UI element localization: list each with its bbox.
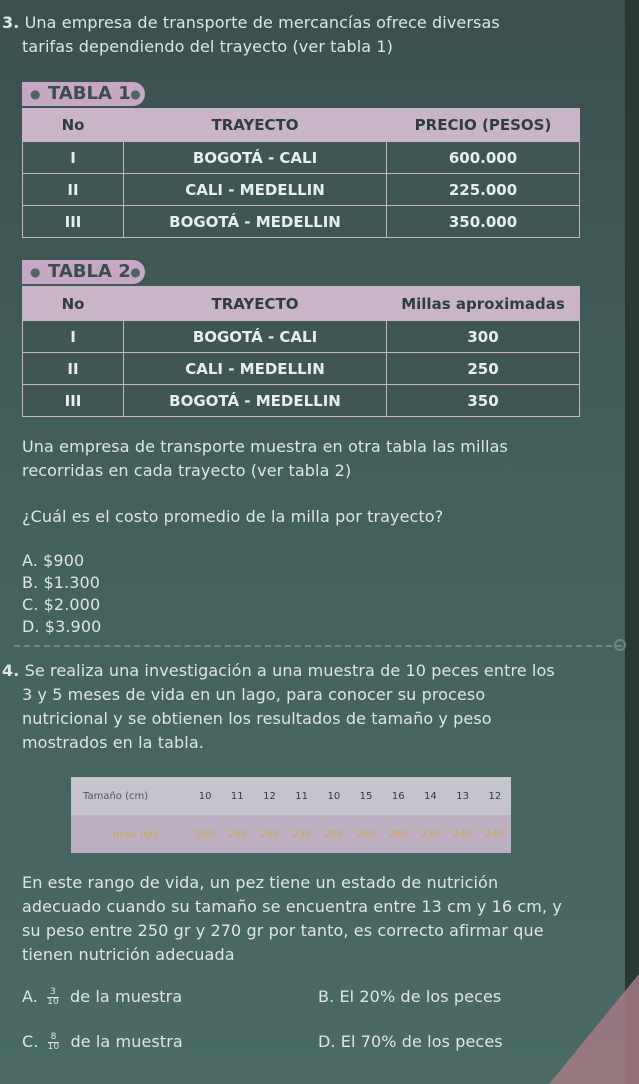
fish-size-cell: 15 (350, 777, 382, 815)
q3-option-b[interactable]: B. $1.300 (22, 573, 101, 592)
fish-weight-cell: 260 (350, 815, 382, 853)
fraction-denominator: 10 (47, 1042, 60, 1052)
q4-body-line2: adecuado cuando su tamaño se encuentra entre 13 cm y 16 cm, y (22, 897, 562, 916)
fish-size-label: Tamaño (cm) (71, 777, 189, 815)
table1-cell: III (23, 206, 124, 238)
q4-text-line3: nutricional y se obtienen los resultados de tamaño y peso (22, 709, 492, 728)
table2-cell: II (23, 353, 124, 385)
table2-cell: III (23, 385, 124, 417)
q3-text2-line1: Una empresa de transporte muestra en otra tabla las millas (22, 437, 508, 456)
table2-cell: 300 (387, 321, 580, 353)
page-edge-shadow (625, 0, 639, 1084)
fish-weight-label: peso (gr) (71, 815, 189, 853)
fish-weight-cell: 230 (286, 815, 318, 853)
fraction-numerator: 8 (48, 1033, 60, 1043)
q3-option-c[interactable]: C. $2.000 (22, 595, 101, 614)
table-row (23, 385, 580, 417)
fish-size-cell: 16 (382, 777, 414, 815)
q3-text2-line2: recorridas en cada trayecto (ver tabla 2) (22, 461, 352, 480)
q4-option-b[interactable]: B. El 20% de los peces (318, 987, 502, 1006)
q4-option-a-text: de la muestra (69, 987, 183, 1006)
q3-number: 3. (2, 13, 20, 32)
table2-cell: I (23, 321, 124, 353)
fraction-3-10 (47, 988, 59, 1007)
q4-body-line1: En este rango de vida, un pez tiene un estado de nutrición (22, 873, 499, 892)
q3-option-d[interactable]: D. $3.900 (22, 617, 102, 636)
fish-size-cell: 11 (221, 777, 253, 815)
q4-option-c-label: C. (22, 1032, 39, 1051)
fish-size-cell: 10 (318, 777, 350, 815)
q3-text: Una empresa de transporte de mercancías ofrece diversas (24, 13, 500, 32)
fish-weight-cell: 240 (479, 815, 511, 853)
fish-weight-cell: 260 (253, 815, 285, 853)
fish-weight-cell: 250 (189, 815, 221, 853)
fish-size-cell: 11 (286, 777, 318, 815)
q3-text-line2: tarifas dependiendo del trayecto (ver tabla 1) (22, 37, 393, 56)
table2-cell: 250 (387, 353, 580, 385)
table2-cell: 350 (387, 385, 580, 417)
table2 (22, 286, 580, 417)
table-row (23, 174, 580, 206)
fish-weight-cell: 280 (382, 815, 414, 853)
table2-tag: ● TABLA 2 ● (22, 260, 145, 284)
fraction-8-10 (48, 1033, 60, 1052)
q4-text-line2: 3 y 5 meses de vida en un lago, para conocer su proceso (22, 685, 486, 704)
table1-cell: BOGOTÁ - MEDELLIN (124, 206, 387, 238)
q4-text-line1 (2, 660, 555, 681)
table1-cell: BOGOTÁ - CALI (124, 142, 387, 174)
table1-cell: 225.000 (387, 174, 580, 206)
fraction-numerator: 3 (47, 988, 59, 998)
table2-header-millas: Millas aproximadas (387, 287, 580, 321)
table-row (23, 142, 580, 174)
table-row (23, 321, 580, 353)
table1-cell: I (23, 142, 124, 174)
table-row (71, 777, 511, 815)
table1-header-trayecto: TRAYECTO (124, 109, 387, 142)
fish-size-cell: 12 (253, 777, 285, 815)
table1-tag: ● TABLA 1 ● (22, 82, 145, 106)
q3-text-line1 (2, 12, 500, 33)
fish-size-cell: 13 (447, 777, 479, 815)
q4-option-d[interactable]: D. El 70% de los peces (318, 1032, 503, 1051)
q4-body-line4: tienen nutrición adecuada (22, 945, 235, 964)
q4-text-line4: mostrados en la tabla. (22, 733, 204, 752)
q4-text: Se realiza una investigación a una muestra de 10 peces entre los (24, 661, 555, 680)
fish-size-cell: 12 (479, 777, 511, 815)
q4-body-line3: su peso entre 250 gr y 270 gr por tanto, es correcto afirmar que (22, 921, 544, 940)
fish-weight-cell: 220 (318, 815, 350, 853)
table2-header-no: No (23, 287, 124, 321)
table1-header-no: No (23, 109, 124, 142)
table1-cell: 350.000 (387, 206, 580, 238)
q4-option-c[interactable] (22, 1031, 183, 1052)
q3-question: ¿Cuál es el costo promedio de la milla por trayecto? (22, 507, 444, 526)
fish-size-cell: 10 (189, 777, 221, 815)
fish-size-cell: 14 (414, 777, 446, 815)
table-row (23, 353, 580, 385)
table1-cell: II (23, 174, 124, 206)
table1-cell: 600.000 (387, 142, 580, 174)
fraction-denominator: 10 (47, 997, 59, 1007)
table2-cell: CALI - MEDELLIN (124, 353, 387, 385)
table1-header-precio: PRECIO (PESOS) (387, 109, 580, 142)
fish-weight-cell: 240 (447, 815, 479, 853)
table-row (71, 815, 511, 853)
divider-end-circle (614, 639, 626, 651)
table-row (23, 206, 580, 238)
q4-option-a-label: A. (22, 987, 38, 1006)
table1 (22, 108, 580, 238)
table2-cell: BOGOTÁ - MEDELLIN (124, 385, 387, 417)
q3-option-a[interactable]: A. $900 (22, 551, 85, 570)
q4-option-a[interactable] (22, 986, 182, 1007)
table2-header-trayecto: TRAYECTO (124, 287, 387, 321)
q4-option-c-text: de la muestra (70, 1032, 183, 1051)
fish-weight-cell: 230 (414, 815, 446, 853)
q4-number: 4. (2, 661, 20, 680)
table2-cell: BOGOTÁ - CALI (124, 321, 387, 353)
section-divider (14, 645, 622, 647)
fish-table (71, 777, 511, 853)
table1-cell: CALI - MEDELLIN (124, 174, 387, 206)
fish-weight-cell: 240 (221, 815, 253, 853)
